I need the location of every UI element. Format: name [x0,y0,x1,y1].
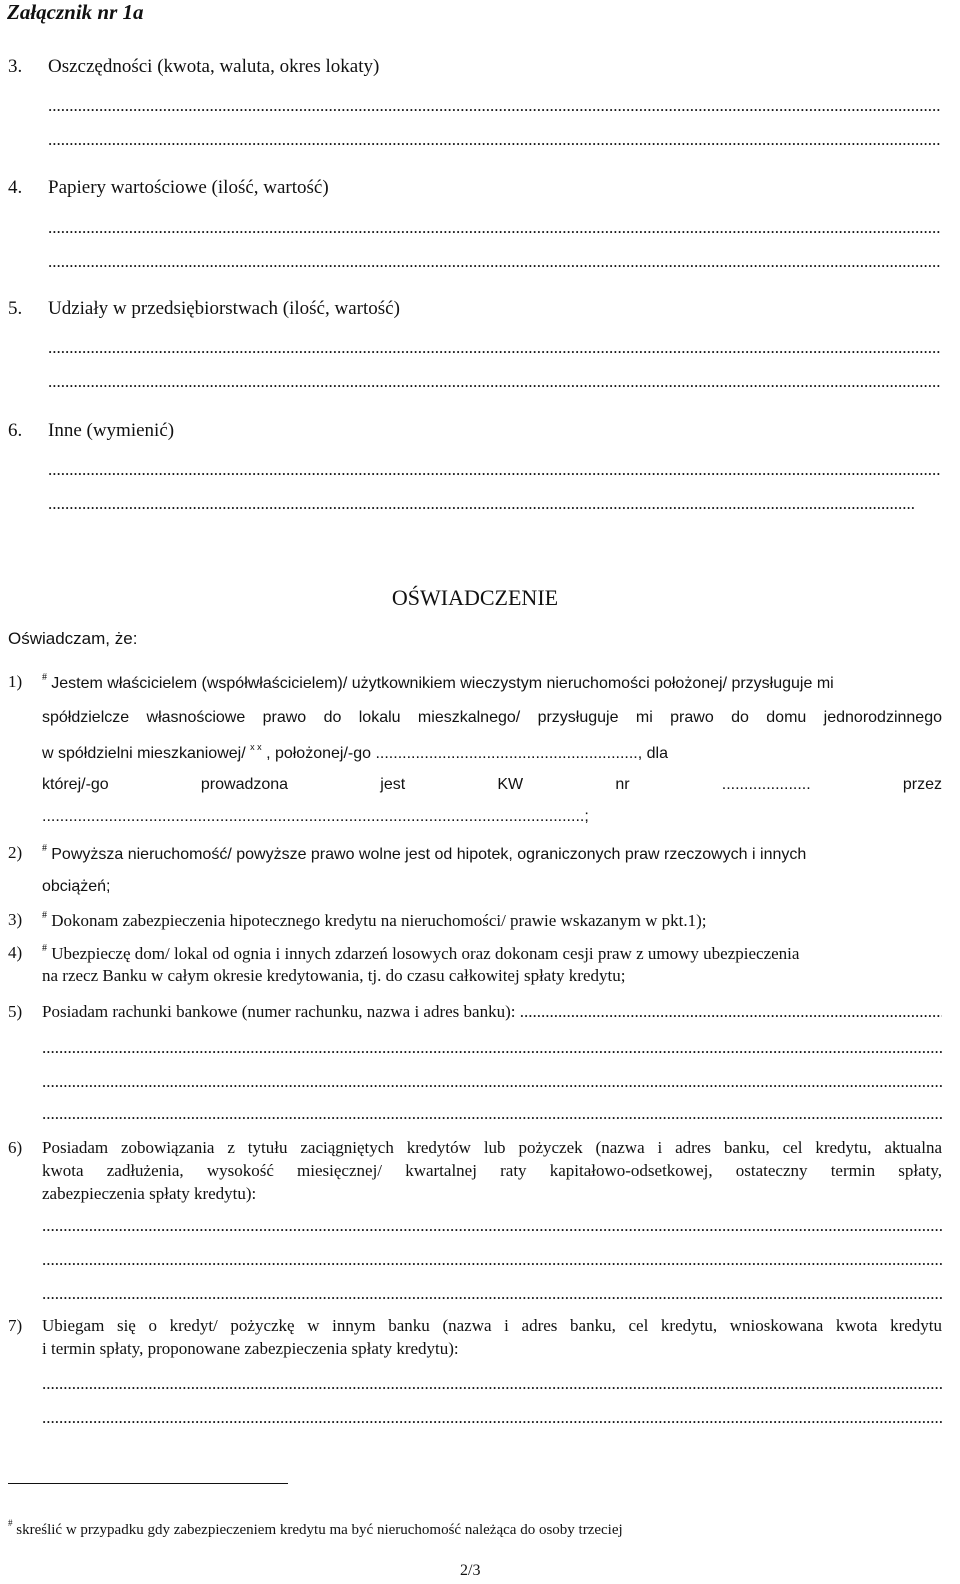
item-line: Powyższa nieruchomość/ powyższe prawo wolne jest od hipotek, ograniczonych praw rzeczowych i innych [51,846,807,863]
hash-mark: # [42,910,47,921]
item-line: Dokonam zabezpieczenia hipotecznego kredytu na nieruchomości/ prawie wskazanym w pkt.1); [51,911,707,930]
annex-heading: Załącznik nr 1a [7,0,144,24]
asset-number: 4. [8,177,23,198]
fill-line [48,338,940,358]
document-title: OŚWIADCZENIE [391,585,559,610]
item-line: zabezpieczenia spłaty kredytu): [42,1184,257,1203]
item-number: 5) [8,1002,23,1021]
item-text [42,843,942,864]
item-line-part: w spółdzielni mieszkaniowej/ [42,745,246,762]
fill-line [42,1408,942,1428]
hash-mark: # [8,1518,13,1528]
fill-line [48,372,940,392]
asset-number: 6. [8,420,23,441]
item-text [42,910,706,931]
item-number: 3) [8,910,23,929]
item-text [42,1002,942,1022]
item-number: 6) [8,1138,23,1157]
item-text [42,672,942,693]
item-text [42,943,942,964]
fill-line [42,1250,942,1270]
asset-number: 3. [8,56,23,77]
fill-line [42,1284,942,1304]
asset-number: 5. [8,298,23,319]
item-line: Ubezpieczę dom/ lokal od ognia i innych zdarzeń losowych oraz dokonam cesji praw z umowy ubezpieczenia [51,944,800,963]
fill-line [48,130,940,150]
item-number: 2) [8,843,23,862]
item-number: 7) [8,1316,23,1335]
hash-mark: # [42,943,47,954]
asset-label: Inne (wymienić) [48,420,175,441]
hash-mark: # [42,672,47,683]
item-line: Ubiegam się o kredyt/ pożyczkę w innym banku (nazwa i adres banku, cel kredytu, wnioskowana kwota kredytu [42,1316,942,1335]
fill-line [48,218,940,238]
item-line: Jestem właścicielem (współwłaścicielem)/ użytkownikiem wieczystym nieruchomości położonej/ przysługuje mi [51,675,834,692]
item-number: 1) [8,672,23,691]
fill-line [48,252,940,272]
fill-line [42,1374,942,1394]
asset-label: Udziały w przedsiębiorstwach (ilość, wartość) [48,298,400,319]
fill-line [42,1038,942,1058]
hash-mark: # [42,843,47,854]
item-line: spółdzielcze własnościowe prawo do lokalu mieszkalnego/ przysługuje mi prawo do domu jednorodzinnego [42,709,942,726]
item-line: obciążeń; [42,878,111,895]
item-line: na rzecz Banku w całym okresie kredytowania, tj. do czasu całkowitej spłaty kredytu; [42,966,626,985]
footnote-rule [8,1483,288,1484]
footnote-text: skreślić w przypadku gdy zabezpieczeniem kredytu ma być nieruchomość należąca do osoby trzeciej [16,1522,623,1538]
item-number: 4) [8,943,23,962]
asset-label: Oszczędności (kwota, waluta, okres lokaty) [48,56,380,77]
fill-line [42,1072,942,1092]
item-line: i termin spłaty, proponowane zabezpieczenia spłaty kredytu): [42,1339,459,1358]
fill-line [48,96,940,116]
item-line-part: , położonej/-go ..........................................................., dla [266,745,668,762]
xx-mark: x x [250,742,262,752]
footnote [8,1518,623,1539]
page-number: 2/3 [460,1562,481,1579]
fill-line [48,494,916,514]
item-line: Posiadam zobowiązania z tytułu zaciągniętych kredytów lub pożyczek (nazwa i adres banku, cel kredytu, aktualna [42,1138,942,1157]
asset-label: Papiery wartościowe (ilość, wartość) [48,177,329,198]
item-line: ..........................................................................................................................; [42,808,589,825]
item-line: kwota zadłużenia, wysokość miesięcznej/ kwartalnej raty kapitałowo-odsetkowej, ostateczny termin spłaty, [42,1161,942,1180]
intro-text: Oświadczam, że: [8,629,138,648]
fill-line [48,460,940,480]
item-line: Posiadam rachunki bankowe (numer rachunku, nazwa i adres banku): [42,1002,516,1021]
item-line: której/-go prowadzona jest KW nr .................... przez [42,776,942,793]
fill-line [42,1216,942,1236]
fill-line [42,1104,942,1124]
item-line [42,742,942,763]
